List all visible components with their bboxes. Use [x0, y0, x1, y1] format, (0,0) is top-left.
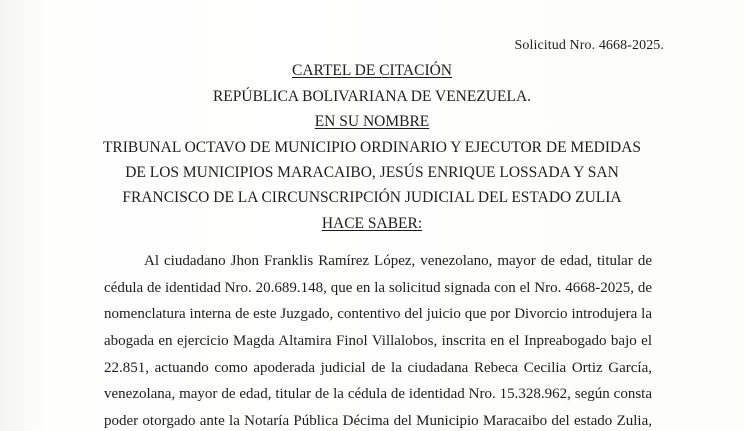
country-heading: REPÚBLICA BOLIVARIANA DE VENEZUELA. [212, 88, 532, 105]
announce-text: HACE SABER: [321, 215, 423, 232]
tribunal-line-2: DE LOS MUNICIPIOS MARACAIBO, JESÚS ENRIQUE LOSSADA Y SAN [125, 164, 619, 181]
body-line-1: Al ciudadano Jhon Franklis Ramírez López, venezolano, mayor de edad, titular de [144, 253, 652, 269]
in-name-heading [0, 113, 744, 131]
body-line-2: cédula de identidad Nro. 20.689.148, que en la solicitud signada con el Nro. 4668-2025, de [104, 279, 652, 296]
body-paragraph [104, 248, 652, 431]
document-title [0, 62, 744, 80]
body-line-7: poder otorgado ante la Notaría Pública Décima del Municipio Maracaibo del estado Zulia, [104, 413, 652, 430]
tribunal-line-1: TRIBUNAL OCTAVO DE MUNICIPIO ORDINARIO Y EJECUTOR DE MEDIDAS [102, 139, 642, 156]
announce-heading [0, 215, 744, 233]
document-title-text: CARTEL DE CITACIÓN [292, 62, 452, 79]
body-line-5: 22.851, actuando como apoderada judicial de la ciudadana Rebeca Cecilia Ortiz García, [104, 359, 652, 376]
in-name-text: EN SU NOMBRE [314, 113, 430, 130]
body-line-4: abogada en ejercicio Magda Altamira Finol Villalobos, inscrita en el Inpreabogado bajo el [104, 333, 652, 350]
body-line-6: venezolana, mayor de edad, titular de la cédula de identidad Nro. 15.328.962, según consta [104, 386, 652, 403]
tribunal-line-3: FRANCISCO DE LA CIRCUNSCRIPCIÓN JUDICIAL DEL ESTADO ZULIA [122, 189, 622, 206]
body-line-3: nomenclatura interna de este Juzgado, contentivo del juicio que por Divorcio introdujera la [104, 306, 652, 323]
request-number: Solicitud Nro. 4668-2025. [514, 38, 664, 53]
